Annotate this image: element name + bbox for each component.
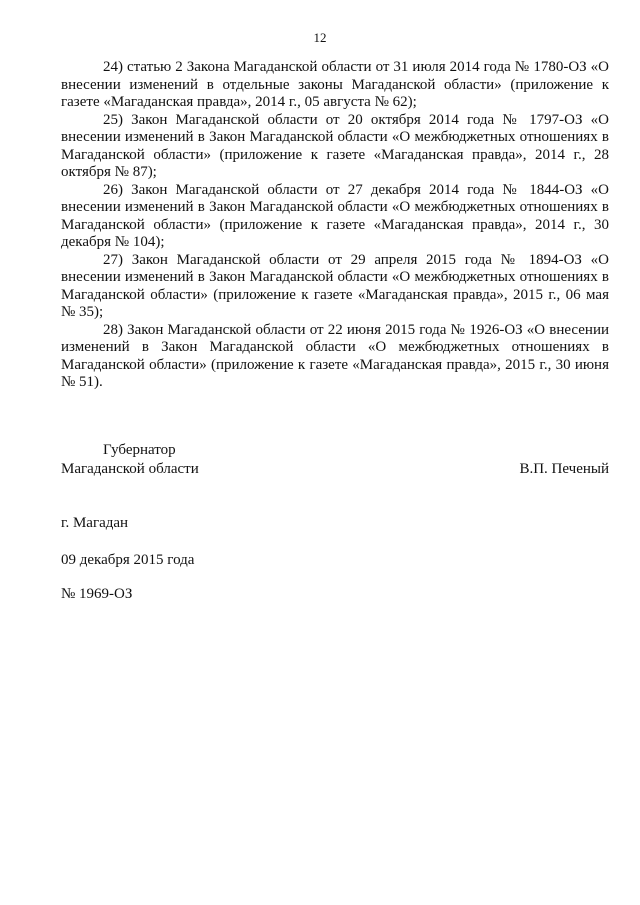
signing-date: 09 декабря 2015 года xyxy=(61,552,195,568)
list-item-27: 27) Закон Магаданской области от 29 апреля 2015 года № 1894-ОЗ «О внесении изменений в Закон Магаданской области «О межбюджетных отношениях в Магаданской области» (приложение к газете «Магаданская правда», 2015 г., 06 мая № 35); xyxy=(61,251,609,320)
law-number: № 1969-ОЗ xyxy=(61,586,133,602)
list-item-25: 25) Закон Магаданской области от 20 октября 2014 года № 1797-ОЗ «О внесении изменений в Закон Магаданской области «О межбюджетных отношениях в Магаданской области» (приложение к газете «Магаданская правда», 2014 г., 28 октября № 87); xyxy=(61,111,609,180)
law-list xyxy=(61,59,609,392)
signature-block xyxy=(61,441,609,479)
page-number: 12 xyxy=(313,30,327,45)
signatory-name: В.П. Печеный xyxy=(519,461,609,477)
signatory-title-line2: Магаданской области xyxy=(61,461,199,477)
place-of-signing: г. Магадан xyxy=(61,515,129,531)
list-item-28: 28) Закон Магаданской области от 22 июня 2015 года № 1926-ОЗ «О внесении изменений в Закон Магаданской области «О межбюджетных отношениях в Магаданской области» (приложение к газете «Магаданская правда», 2015 г., 30 июня № 51). xyxy=(61,321,609,390)
list-item-24: 24) статью 2 Закона Магаданской области от 31 июля 2014 года № 1780-ОЗ «О внесении изменений в отдельные законы Магаданской области» (приложение к газете «Магаданская правда», 2014 г., 05 августа № 62); xyxy=(61,59,609,110)
signatory-title-line1: Губернатор xyxy=(103,442,176,458)
list-item-26: 26) Закон Магаданской области от 27 декабря 2014 года № 1844-ОЗ «О внесении изменений в Закон Магаданской области «О межбюджетных отношениях в Магаданской области» (приложение к газете «Магаданская правда», 2014 г., 30 декабря № 104); xyxy=(61,181,609,250)
